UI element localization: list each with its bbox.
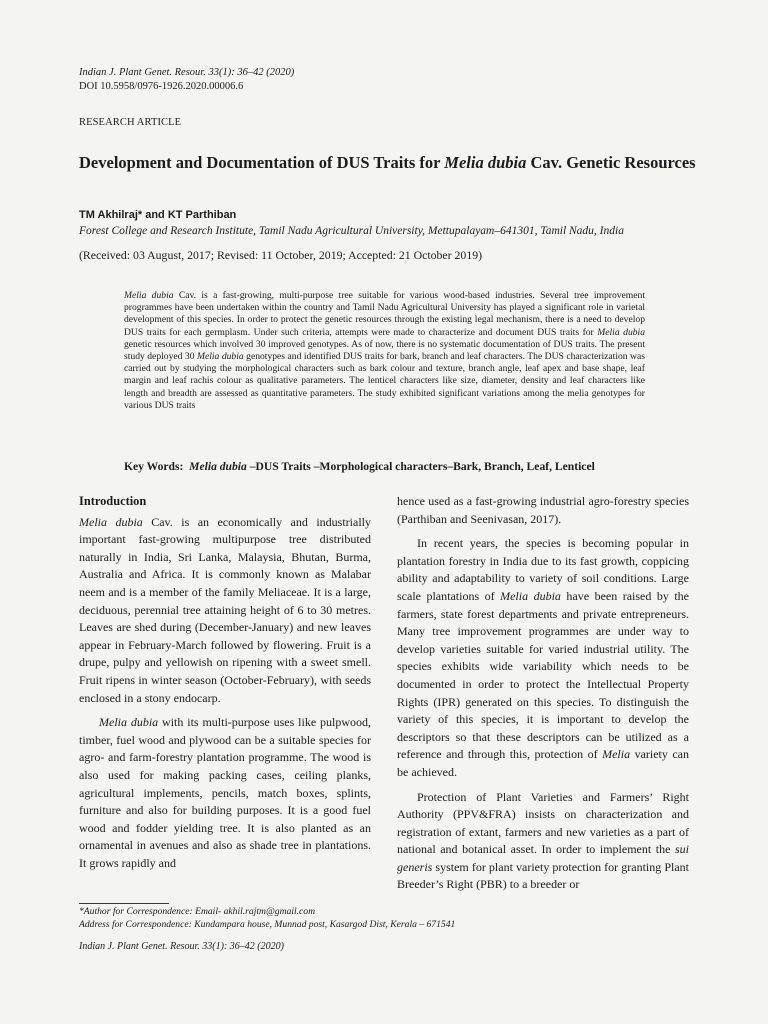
- p4-text-a: In recent years, the species is becoming popular in plantation forestry in India due to its fast growth, coppicing ability and adaptability to variety of soil conditions. Large scale plantations of: [397, 536, 689, 603]
- abstract-text-3: genotypes and identified DUS traits for bark, branch and leaf characters. The DUS characterization was carried out by studying the morphological characters such as bark colour and texture, branch angle, leaf apex and base shape, leaf margin and leaf rachis colour as qualitative parameters. The lenticel characters like size, diameter, density and leaf characters like length and breadth are assessed as quantitative parameters. The study exhibited significant variations among the melia genotypes for various DUS traits: [124, 351, 645, 411]
- right-column: [397, 493, 689, 894]
- keywords-rest: –DUS Traits –Morphological characters–Bark, Branch, Leaf, Lenticel: [246, 460, 595, 473]
- abstract-species-1: Melia dubia: [124, 290, 174, 301]
- footnote-correspondence: *Author for Correspondence: Email- akhil.rajtm@gmail.com: [79, 906, 316, 917]
- intro-paragraph-4: [397, 535, 689, 781]
- p1-text: Cav. is an economically and industrially important fast-growing multipurpose tree distributed naturally in India, Sri Lanka, Malaysia, Bhutan, Burma, Australia and Africa. It is commonly known as Malabar neem and is a member of the family Meliaceae. It is a large, deciduous, perennial tree attaining height of 6 to 30 metres. Leaves are shed during (December-January) and new leaves appear in February-March followed by flowering. Fruit is a drupe, pulpy and yellowish on ripening with a sweet smell. Fruit ripens in winter season (October-February), with seeds enclosed in a stony endocarp.: [79, 514, 371, 705]
- keywords-label: Key Words:: [124, 460, 184, 473]
- title-species: Melia dubia: [444, 153, 527, 172]
- intro-paragraph-3: hence used as a fast-growing industrial agro-forestry species (Parthiban and Seenivasan, 2017).: [397, 494, 689, 526]
- title-part1: Development and Documentation of DUS Traits for: [79, 153, 445, 172]
- p5-text-a: Protection of Plant Varieties and Farmers’ Right Authority (PPV&FRA) insists on characterization and registration of extant, farmers and new varieties as a part of national and botanical asset. In order to implement the: [397, 789, 689, 857]
- p4-species: Melia dubia: [500, 588, 561, 603]
- journal-reference: Indian J. Plant Genet. Resour. 33(1): 36–42 (2020): [79, 67, 295, 78]
- p1-species: Melia dubia: [79, 514, 143, 529]
- p4-text-c: variety can be achieved.: [397, 747, 690, 779]
- p5-term: sui generis: [397, 842, 689, 874]
- abstract-text-2: genetic resources which involved 30 improved genotypes. As of now, there is no systematic documentation of DUS traits. The present study deployed 30: [124, 338, 645, 363]
- authors: TM Akhilraj* and KT Parthiban: [79, 209, 237, 221]
- intro-paragraph-5: [397, 789, 689, 895]
- footnote-divider: [79, 903, 169, 904]
- received-dates: (Received: 03 August, 2017; Revised: 11 October, 2019; Accepted: 21 October 2019): [79, 248, 483, 262]
- p4-genus: Melia: [602, 747, 631, 762]
- footnote-address: Address for Correspondence: Kundampara house, Munnad post, Kasargod Dist, Kerala – 671541: [79, 919, 456, 930]
- abstract: [124, 290, 645, 412]
- abstract-text-1: Cav. is a fast-growing, multi-purpose tree suitable for various wood-based industries. Several tree improvement programmes have been undertaken within the country and Tamil Nadu Agricultural University has played a significant role in varietal development of this species. In order to protect the genetic resources through the existing legal mechanism, there is a need to develop DUS traits for each germplasm. Under such criteria, attempts were made to characterize and document DUS traits for: [124, 290, 645, 338]
- doi: DOI 10.5958/0976-1926.2020.00006.6: [79, 81, 244, 92]
- left-column: [79, 493, 371, 872]
- article-type: RESEARCH ARTICLE: [79, 117, 182, 128]
- p4-text-b: have been raised by the farmers, state forest departments and private entrepreneurs. Many tree improvement programmes are under way to develop varieties suitable for varied industrial utility. The species exhibits wide variability which needs to be documented in order to protect the Intellectual Property Rights (IPR) generated on this species. To distinguish the variety of this species, it is important to develop the descriptors so that these descriptors can be utilized as a reference and through this, protection of: [397, 588, 690, 762]
- intro-paragraph-2: [79, 714, 371, 872]
- affiliation: Forest College and Research Institute, Tamil Nadu Agricultural University, Mettupalayam–641301, Tamil Nadu, India: [79, 225, 624, 237]
- keywords: [124, 460, 595, 473]
- intro-paragraph-1: [79, 514, 371, 708]
- section-heading-introduction: Introduction: [79, 494, 147, 508]
- abstract-species-2: Melia dubia: [597, 326, 645, 338]
- abstract-species-3: Melia dubia: [196, 351, 244, 363]
- title-part2: Cav. Genetic Resources: [526, 153, 696, 172]
- p2-species: Melia dubia: [99, 715, 159, 730]
- footer-journal-reference: Indian J. Plant Genet. Resour. 33(1): 36–42 (2020): [79, 941, 284, 952]
- p5-text-b: system for plant variety protection for granting Plant Breeder’s Right (PBR) to a breeder or: [397, 859, 689, 892]
- p2-text: with its multi-purpose uses like pulpwood, timber, fuel wood and plywood can be a suitable species for agro- and farm-forestry plantation programme. The wood is also used for making packing cases, ceiling planks, agricultural implements, pencils, match boxes, splints, furniture and also for building purposes. It is a good fuel wood and fodder yielding tree. It is also planted as an ornamental in avenues and also as shade tree in plantations. It grows rapidly and: [79, 715, 371, 870]
- keyword-species: Melia dubia: [189, 460, 247, 473]
- paper-title: [79, 152, 699, 174]
